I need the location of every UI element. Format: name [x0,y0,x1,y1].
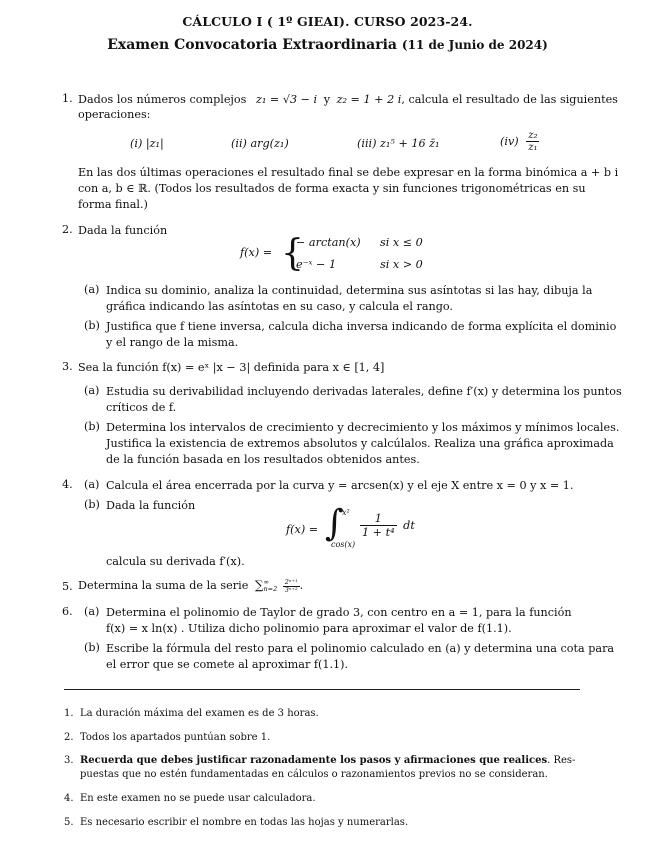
q6-b-line-2: el error que se comete al aproximar f(1.1). [106,658,349,671]
piecewise-brace: { [281,233,304,274]
part-label: (b) [84,641,100,654]
q5-text [78,578,303,594]
q6-a-line-1: Determina el polinomio de Taylor de grado 3, con centro en a = 1, para la función [106,606,572,619]
question-number: 6. [62,605,73,618]
part-label: (a) [84,605,100,618]
q2-a-line-1: Indica su dominio, analiza la continuidad, determina sus asíntotas si las hay, dibuja la [106,284,593,297]
frac-numerator: 1 [360,512,397,526]
q1-note-1: En las dos últimas operaciones el resultado final se debe expresar en la forma binómica a + b i [78,166,619,179]
integral-lower-limit: cos(x) [331,540,356,549]
exam-title-main: Examen Convocatoria Extraordinaria [107,37,398,53]
integrand [360,512,415,539]
note-number: 3. [64,755,74,766]
q1-note-2: con a, b ∈ ℝ. (Todos los resultados de forma exacta y sin funciones trigonométricas en su [78,182,586,195]
piecewise-cond-1: si x ≤ 0 [380,236,423,249]
course-title: CÁLCULO I ( 1º GIEAI). CURSO 2023-24. [182,14,473,29]
q3-a-line-2: críticos de f. [106,401,177,414]
series-term [283,579,300,594]
operation-4-label: (iv) [500,135,519,148]
frac-denominator: z₁ [528,142,538,153]
q4-a-line-1: Calcula el área encerrada por la curva y = arcsen(x) y el eje X entre x = 0 y x = 1. [106,479,574,492]
q5-end: . [299,579,304,592]
section-divider [64,689,580,690]
part-label: (b) [84,498,100,511]
question-number: 2. [62,223,73,236]
note-item: Todos los apartados puntúan sobre 1. [80,732,271,743]
frac-numerator: z₂ [528,130,538,141]
question-number: 5. [62,580,73,593]
integral-sign: ∫ [325,503,344,544]
series-sign: ∑ [254,578,264,592]
q1-note-3: forma final.) [78,198,148,211]
operation-4-fraction [526,130,539,153]
part-label: (b) [84,420,100,433]
q1-text-b: , calcula el resultado de las siguientes [401,93,618,106]
operation-2: (ii) arg(z₁) [231,137,289,150]
note-item-line-2: puestas que no estén fundamentadas en cálculos o razonamientos previos no se consideran. [80,769,548,780]
integral-upper-limit: x² [342,508,350,517]
frac-denominator: 1 + t⁴ [362,526,395,539]
q2-intro: Dada la función [78,224,168,237]
piecewise-case-1: − arctan(x) [296,236,361,249]
q5-text-main: Determina la suma de la serie [78,579,249,592]
frac-numerator: 2ⁿ⁺¹ [284,577,298,586]
part-label: (b) [84,319,100,332]
series-upper-limit: ∞ [263,578,269,586]
part-label: (a) [84,478,100,491]
z2-expr: z₂ = 1 + 2 i [336,93,402,106]
q3-b-line-2: Justifica la existencia de extremos absolutos y calcúlalos. Realiza una gráfica aproximada [106,437,614,450]
q6-a-line-2: f(x) = x ln(x) . Utiliza dicho polinomio para aproximar el valor de f(1.1). [106,622,512,635]
q4-b-intro: Dada la función [106,499,196,512]
operation-3: (iii) z₁⁵ + 16 z̄₁ [357,137,440,150]
integral-lhs: f(x) = [286,523,319,536]
question-1-text [78,92,618,108]
note-item: En este examen no se puede usar calculadora. [80,793,316,804]
q1-conj: y [323,93,331,106]
integral-differential: dt [403,519,415,532]
q3-intro: Sea la función f(x) = eˣ |x − 3| definida para x ∈ [1, 4] [78,361,385,374]
q1-text-a: Dados los números complejos [78,93,247,106]
note-emphasis: Recuerda que debes justificar razonadamente los pasos y afirmaciones que realices [80,755,548,766]
note-item [80,754,595,768]
z1-expr: z₁ = √3 − i [255,93,318,106]
q2-b-line-1: Justifica que f tiene inversa, calcula dicha inversa indicando de forma explícita el dominio [106,320,617,333]
piecewise-lhs: f(x) = [240,246,273,259]
part-label: (a) [84,283,100,296]
q3-b-line-3: de la función basada en los resultados obtenidos antes. [106,453,420,466]
note-continuation: . Res- [547,755,576,766]
q1-text-c: operaciones: [78,108,151,121]
operation-4 [500,130,539,153]
note-number: 4. [64,793,74,804]
exam-title [0,37,655,53]
piecewise-case-2: e⁻ˣ − 1 [296,258,337,271]
question-number: 4. [62,478,73,491]
frac-denominator: 3ⁿ⁺² [284,585,298,594]
exam-date: (11 de Junio de 2024) [401,38,548,52]
series-limits [263,579,277,593]
note-item: Es necesario escribir el nombre en todas las hojas y numerarlas. [80,817,409,828]
note-number: 1. [64,708,74,719]
question-number: 1. [62,92,73,105]
piecewise-cond-2: si x > 0 [380,258,423,271]
note-item: La duración máxima del examen es de 3 horas. [80,708,319,719]
q3-a-line-1: Estudia su derivabilidad incluyendo derivadas laterales, define f′(x) y determina los puntos [106,385,622,398]
operation-1: (i) |z₁| [130,137,164,150]
q2-a-line-2: gráfica indicando las asíntotas en su caso, y calcula el rango. [106,300,453,313]
q2-b-line-2: y el rango de la misma. [106,336,239,349]
q3-b-line-1: Determina los intervalos de crecimiento y decrecimiento y los máximos y mínimos locales. [106,421,620,434]
part-label: (a) [84,384,100,397]
note-number: 5. [64,817,74,828]
q6-b-line-1: Escribe la fórmula del resto para el polinomio calculado en (a) y determina una cota para [106,642,615,655]
note-number: 2. [64,732,74,743]
series-lower-limit: n=2 [263,585,278,593]
integrand-fraction [360,512,397,539]
question-number: 3. [62,360,73,373]
q4-b-end: calcula su derivada f′(x). [106,555,245,568]
